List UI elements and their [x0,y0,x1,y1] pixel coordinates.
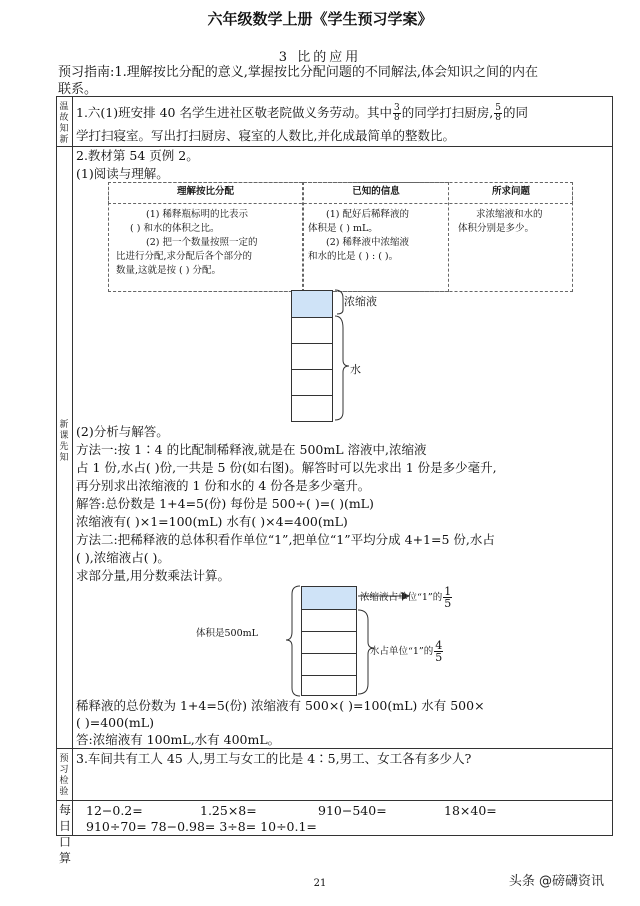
method-1-line-5: 浓缩液有( )×1=100(mL) 水有( )×4=400(mL) [76,514,348,529]
concentrate-segment [292,291,332,317]
table-cell-known-info: (1) 配好后稀释液的 体积是 ( ) mL。 (2) 稀释液中浓缩液 和水的比是 ( ) : ( )。 [308,209,409,262]
fraction-three-eighths: $\frac{3}{8}$ [394,103,400,123]
label-water: 水 [350,363,361,376]
daily-calc-1: 12−0.2= [86,803,143,818]
label-total-volume: 体积是500mL [196,628,258,639]
daily-calc-3: 910−540= [318,803,387,818]
row-divider-1 [56,146,613,147]
guide-line-2: 联系。 [58,82,98,97]
method-1-line-1: 方法一:按 1∶4 的比配制稀释液,就是在 500mL 溶液中,浓缩液 [76,442,427,457]
table-header-3: 所求问题 [491,186,530,197]
table-cell-understanding: (1) 稀释瓶标明的比表示 ( ) 和水的体积之比。 (2) 把一个数量按照一定的 比进行分配,求分配后各个部分的 数量,这就是按 ( ) 分配。 [116,209,258,276]
dilution-bar [291,290,333,422]
method-1-line-3: 再分别求出浓缩液的 1 份和水的 4 份各是多少毫升。 [76,478,371,493]
page-number: 21 [313,878,327,889]
question-2-intro: 2.教材第 54 页例 2。 [76,148,199,163]
lesson-title: 3 比的应用 [278,50,362,65]
method-2-solution-1: 稀释液的总份数为 1+4=5(份) 浓缩液有 500×( )=100(mL) 水有 500× [76,698,485,713]
section-label-check: 预 习 检 验 [59,754,69,797]
daily-calc-row-2: 910÷70= 78−0.98= 3÷8= 10÷0.1= [86,819,317,834]
table-header-2: 已知的信息 [352,186,400,197]
part-2-heading: (2)分析与解答。 [76,424,169,439]
question-3: 3.车间共有工人 45 人,男工与女工的比是 4∶5,男工、女工各有多少人? [76,751,472,766]
table-header-1: 理解按比分配 [176,186,234,197]
daily-calc-2: 1.25×8= [200,803,257,818]
page-title: 六年级数学上册《学生预习学案》 [207,10,433,28]
method-1-line-2: 占 1 份,水占( )份,一共是 5 份(如右图)。解答时可以先求出 1 份是多少毫升, [76,460,497,475]
label-concentrate-fraction: 浓缩液占单位“1”的 $\frac{1}{5}$ [360,585,452,610]
question-1-line-2: 学打扫寝室。写出打扫厨房、寝室的人数比,并化成最简单的整数比。 [76,128,455,143]
part-1-heading: (1)阅读与理解。 [76,166,169,181]
row-divider-2 [56,748,613,749]
method-2-solution-2: ( )=400(mL) [76,715,154,730]
section-label-review: 温 故 知 新 [59,102,69,145]
section-divider [72,96,73,836]
section-label-new: 新 课 先 知 [59,420,69,463]
table-cell-question: 求浓缩液和水的 体积分别是多少。 [458,209,543,234]
method-2-line-3: 求部分量,用分数乘法计算。 [76,568,230,583]
fraction-five-eighths: $\frac{5}{8}$ [495,103,501,123]
question-1-line-1: 1.六(1)班安排 40 名学生进社区敬老院做义务劳动。其中 $\frac{3}{8}$ 的同学打扫厨房, $\frac{5}{8}$ 的同 [76,103,528,123]
label-concentrate: 浓缩液 [344,295,377,308]
answer-line: 答:浓缩液有 100mL,水有 400mL。 [76,732,281,747]
method-2-line-2: ( ),浓缩液占( )。 [76,550,170,565]
study-guide [58,64,618,98]
method-2-line-1: 方法二:把稀释液的总体积看作单位“1”,把单位“1”平均分成 4+1=5 份,水占 [76,532,495,547]
method-1-line-4: 解答:总份数是 1+4=5(份) 每份是 500÷( )=( )(mL) [76,496,374,511]
label-water-fraction: 水占单位“1”的 $\frac{4}{5}$ [370,639,443,664]
guide-line-1: 预习指南:1.理解按比分配的意义,掌握按比分配问题的不同解法,体会知识之间的内在 [58,65,539,80]
daily-calc-4: 18×40= [444,803,497,818]
section-label-daily: 每日 口算 [58,803,71,865]
watermark: 头条 @磅礴资讯 [508,874,604,889]
row-divider-3 [56,800,613,801]
